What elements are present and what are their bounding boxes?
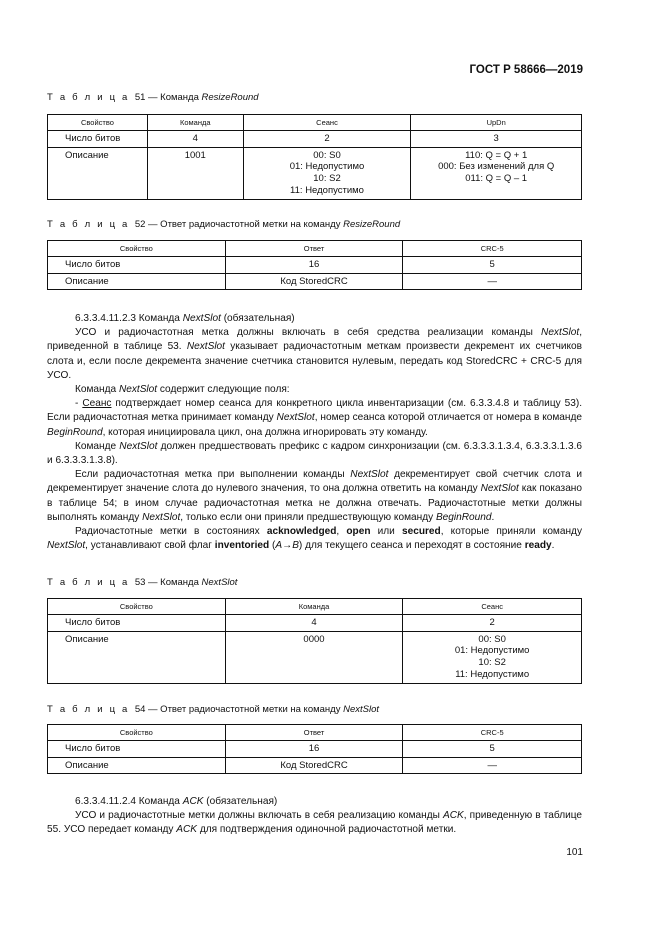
paragraph: - Сеанс подтверждает номер сеанса для конкретного цикла инвентаризации (см. 6.3.3.4.8 и таблицу 53). Если радиочастотная метка принимает команду NextSlot, номер сеанса которой отличается от номера в команде BeginRound, которая инициировала цикл, она должна игнорировать эту команду. — [47, 398, 582, 438]
table-row: Описание 1001 00: S0 01: Недопустимо 10: S2 11: Недопустимо 110: Q = Q + 1 000: Без изменений для Q 011: Q = Q – 1 — [48, 147, 582, 199]
paragraph: Если радиочастотная метка при выполнении команды NextSlot декрементирует свой счетчик слота и декрементирует значение слота до нулевого значения, то она должна ответить на команду NextSlot как показано в таблице 54; в ином случае радиочастотная метка не должна отвечать. Радиочастотные метки должны выполнять команду NextSlot, только если они приняли предшествующую команду BeginRound. — [47, 469, 582, 523]
section-heading: 6.3.3.4.11.2.4 Команда ACK (обязательная) — [75, 796, 278, 807]
table-header-row: Свойство Ответ CRC-5 — [48, 725, 582, 741]
table-54-caption: Т а б л и ц а 54 — Ответ радиочастотной метки на команду NextSlot — [47, 704, 380, 715]
table-row: Описание Код StoredCRC — — [48, 757, 582, 774]
table-header-row: Свойство Команда Сеанс — [48, 599, 582, 615]
table-51 — [47, 114, 582, 200]
table-header-row: Свойство Команда Сеанс UpDn — [48, 115, 582, 131]
section-nextslot-text — [47, 312, 582, 553]
table-53 — [47, 598, 582, 684]
table-row: Число битов 16 5 — [48, 741, 582, 758]
standard-number: ГОСТ Р 58666—2019 — [469, 64, 583, 76]
table-53-caption: Т а б л и ц а 53 — Команда NextSlot — [47, 577, 238, 588]
table-52-caption: Т а б л и ц а 52 — Ответ радиочастотной метки на команду ResizeRound — [47, 219, 401, 230]
page-number: 101 — [566, 847, 583, 858]
paragraph: УСО и радиочастотные метки должны включать в себя реализацию команды ACK, приведенную в таблице 55. УСО передает команду ACK для подтверждения одиночной радиочастотной метки. — [47, 810, 582, 836]
table-54 — [47, 724, 582, 774]
table-52 — [47, 240, 582, 290]
paragraph: Команде NextSlot должен предшествовать префикс с кадром синхронизации (см. 6.3.3.3.1.3.4, 6.3.3.3.1.3.6 и 6.3.3.3.1.3.8). — [47, 440, 582, 467]
section-ack-text — [47, 795, 582, 838]
table-row: Число битов 4 2 — [48, 615, 582, 632]
section-heading: 6.3.3.4.11.2.3 Команда NextSlot (обязательная) — [75, 313, 295, 324]
table-row: Описание Код StoredCRC — — [48, 273, 582, 290]
table-51-caption: Т а б л и ц а 51 — Команда ResizeRound — [47, 92, 259, 103]
paragraph: Команда NextSlot содержит следующие поля: — [75, 384, 290, 396]
paragraph: Радиочастотные метки в состояниях acknowledged, open или secured, которые приняли команду NextSlot, устанавливают свой флаг inventoried (A→B) для текущего сеанса и переходят в состояние ready. — [47, 526, 582, 552]
table-row: Число битов 4 2 3 — [48, 131, 582, 148]
table-row: Описание 0000 00: S0 01: Недопустимо 10: S2 11: Недопустимо — [48, 631, 582, 683]
table-header-row: Свойство Ответ CRC-5 — [48, 241, 582, 257]
table-row: Число битов 16 5 — [48, 257, 582, 274]
paragraph: УСО и радиочастотная метка должны включать в себя средства реализации команды NextSlot, приведенной в таблице 53. NextSlot указывает радиочастотным меткам произвести декремент их счетчиков слота и, если после декремента значение счетчика становится нулевым, передать код StoredCRC + CRC-5 для УСО. — [47, 327, 582, 381]
